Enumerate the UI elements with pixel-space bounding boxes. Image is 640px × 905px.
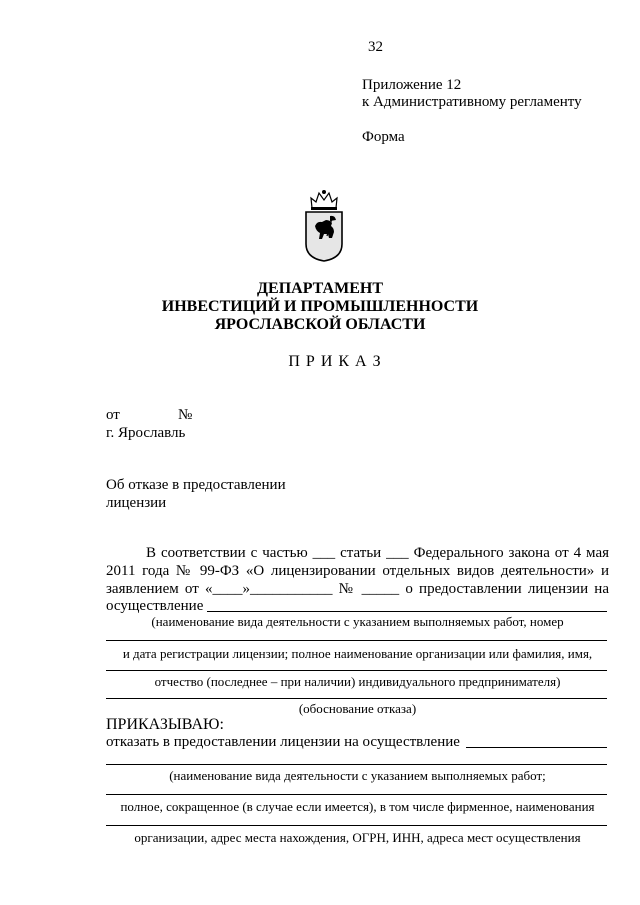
department-line1: ДЕПАРТАМЕНТ <box>257 280 383 297</box>
order-word: ПРИКАЗЫВАЮ: <box>106 716 224 733</box>
hint-names: полное, сокращенное (в случае если имеется), в том числе фирменное, наименования <box>120 799 595 814</box>
subject-line1: Об отказе в предоставлении <box>106 477 286 493</box>
number-label: № <box>178 407 193 423</box>
fill-line <box>466 747 607 748</box>
hint-registration: и дата регистрации лицензии; полное наименование организации или фамилия, имя, <box>122 646 593 661</box>
fill-line <box>106 640 607 641</box>
paragraph-line3: заявлением от «____»___________ № _____ о предоставлении лицензии на <box>106 581 609 597</box>
fill-line <box>106 794 607 795</box>
paragraph-line4: осуществление <box>106 598 204 614</box>
fill-line <box>106 825 607 826</box>
city-label: г. Ярославль <box>106 425 186 441</box>
page-number: 32 <box>368 39 383 55</box>
fill-line <box>207 611 607 612</box>
regulation-label: к Административному регламенту <box>362 94 582 110</box>
subject-line2: лицензии <box>106 495 167 511</box>
refuse-line: отказать в предоставлении лицензии на осуществление <box>106 734 460 750</box>
hint-activity: (наименование вида деятельности с указанием выполняемых работ, номер <box>151 614 564 629</box>
form-label: Форма <box>362 129 405 145</box>
hint-activity-2: (наименование вида деятельности с указанием выполняемых работ; <box>169 768 546 783</box>
department-line2: ИНВЕСТИЦИЙ И ПРОМЫШЛЕННОСТИ <box>161 298 479 315</box>
coat-of-arms-icon <box>302 188 346 262</box>
paragraph-line2: 2011 года № 99-ФЗ «О лицензировании отдельных видов деятельности» и <box>106 563 609 579</box>
appendix-label: Приложение 12 <box>362 77 462 93</box>
fill-line <box>106 698 607 699</box>
hint-address: организации, адрес места нахождения, ОГРН, ИНН, адреса мест осуществления <box>134 830 581 845</box>
date-label: от <box>106 407 120 423</box>
hint-entrepreneur: отчество (последнее – при наличии) индивидуального предпринимателя) <box>154 674 561 689</box>
department-line3: ЯРОСЛАВСКОЙ ОБЛАСТИ <box>214 316 426 333</box>
paragraph-line1: В соответствии с частью ___ статьи ___ Федерального закона от 4 мая <box>146 545 609 561</box>
document-type: П Р И К А З <box>288 353 382 370</box>
fill-line <box>106 670 607 671</box>
fill-line <box>106 764 607 765</box>
hint-refusal-reason: (обоснование отказа) <box>298 701 417 716</box>
